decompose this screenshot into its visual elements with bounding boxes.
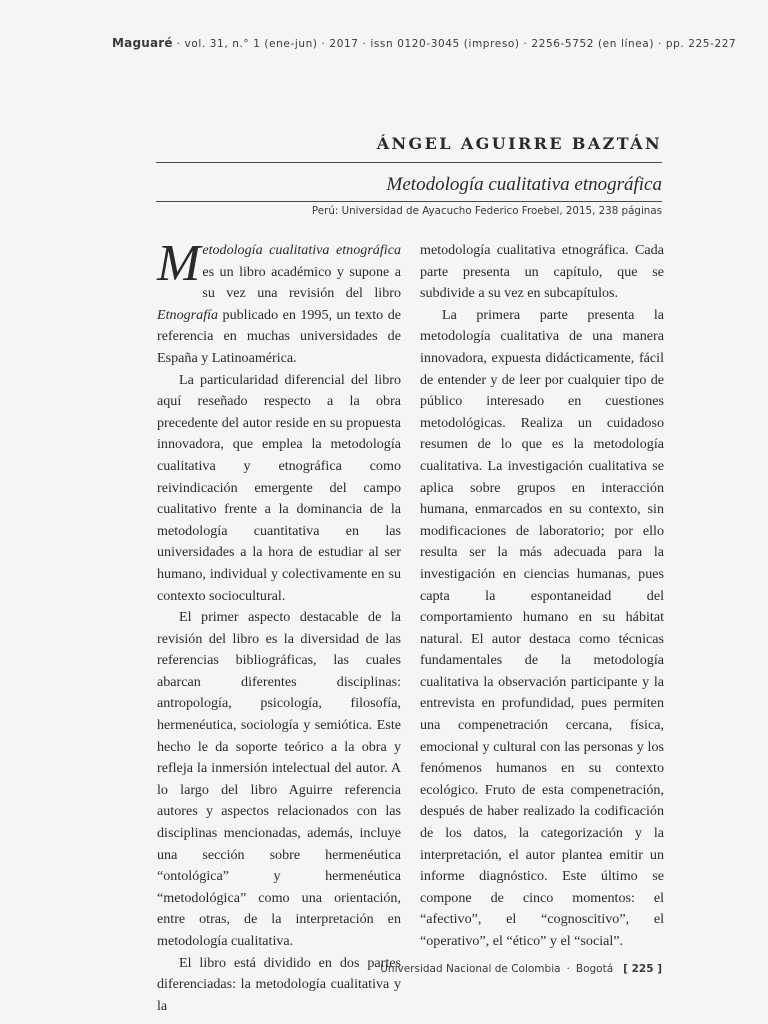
paragraph: La particularidad diferencial del libro aquí reseñado respecto a la obra precedente del autor reside en su propuesta innovadora, que emplea la metodología cualitativa y etnográfica como reivindicación emergente del campo cualitativo frente a la dominancia de la metodología cuantitativa en las universidades a la hora de estudiar al ser humano, individual y colectivamente en su contexto sociocultural. (157, 371, 401, 604)
page-number: [ 225 ] (623, 963, 662, 975)
journal-name: Maguaré (112, 36, 173, 50)
review-author: ÁNGEL AGUIRRE BAZTÁN (376, 134, 662, 153)
title-italic: Etnografía (157, 306, 219, 323)
left-column (157, 235, 401, 1017)
running-head (112, 36, 736, 50)
right-column (420, 240, 664, 953)
paragraph: metodología cualitativa etnográfica. Cada parte presenta un capítulo, que se subdivide a su vez en subcapítulos. (420, 242, 664, 302)
page-footer (380, 963, 662, 975)
book-title: Metodología cualitativa etnográfica (386, 174, 662, 195)
top-rule (156, 162, 662, 163)
paragraph: La primera parte presenta la metodología cualitativa de una manera innovadora, expuesta didácticamente, fácil de entender y de leer por cualquier tipo de público interesado en cuestiones metodológicas. Realiza un cuidadoso resumen de lo que es la metodología cualitativa. La investigación cualitativa se aplica sobre grupos en interacción humana, enmarcados en su contexto, sin modificaciones de laboratorio; por ello resulta ser la más adecuada para la investigación en ciencias humanas, pues capta la espontaneidad del comportamiento humano en su hábitat natural. El autor destaca como técnicas fundamentales de la metodología cualitativa la observación participante y la entrevista en profundidad, pues permiten una compenetración cercana, física, emocional y cultural con las personas y los fenómenos humanos en su contexto ecológico. Fruto de esta compenetración, después de haber realizado la codificación de los datos, la categorización y la interpretación, el autor plantea emitir un informe diagnóstico. Este último se compone de cinco momentos: el “afectivo”, el “cognoscitivo”, el “operativo”, el “ético” y el “social”. (420, 306, 664, 949)
footer-separator: · (566, 963, 570, 975)
paragraph (157, 235, 401, 370)
footer-city: Bogotá (575, 963, 614, 975)
drop-cap: M (157, 235, 201, 292)
publication-info: Perú: Universidad de Ayacucho Federico Froebel, 2015, 238 páginas (311, 205, 662, 217)
bottom-rule (156, 201, 662, 202)
title-italic: etodología cualitativa etnográfica (202, 242, 401, 258)
paragraph-text: publicado en 1995, un texto de referencia en muchas universidades de España y Latinoamérica. (157, 306, 401, 366)
footer-institution: Universidad Nacional de Colombia (380, 963, 561, 975)
paragraph: El primer aspecto destacable de la revisión del libro es la diversidad de las referencias bibliográficas, las cuales abarcan diferentes disciplinas: antropología, psicología, filosofía, hermenéutica, sociología y semiótica. Este hecho le da soporte teórico a la obra y refleja la inmersión intelectual del autor. A lo largo del libro Aguirre referencia autores y aspectos relacionados con las disciplinas mencionadas, además, incluye una sección sobre hermenéutica “ontológica” y hermenéutica “metodológica” como una orientación, entre otras, de la interpretación en metodología cualitativa. (157, 609, 401, 949)
paragraph-text: es un libro académico y supone a su vez una revisión del libro (202, 263, 401, 302)
journal-citation: · vol. 31, n.° 1 (ene-jun) · 2017 · issn 0120-3045 (impreso) · 2256-5752 (en línea) · pp. 225-227 (172, 38, 737, 50)
paragraph: El libro está dividido en dos partes diferenciadas: la metodología cualitativa y la (157, 954, 401, 1014)
